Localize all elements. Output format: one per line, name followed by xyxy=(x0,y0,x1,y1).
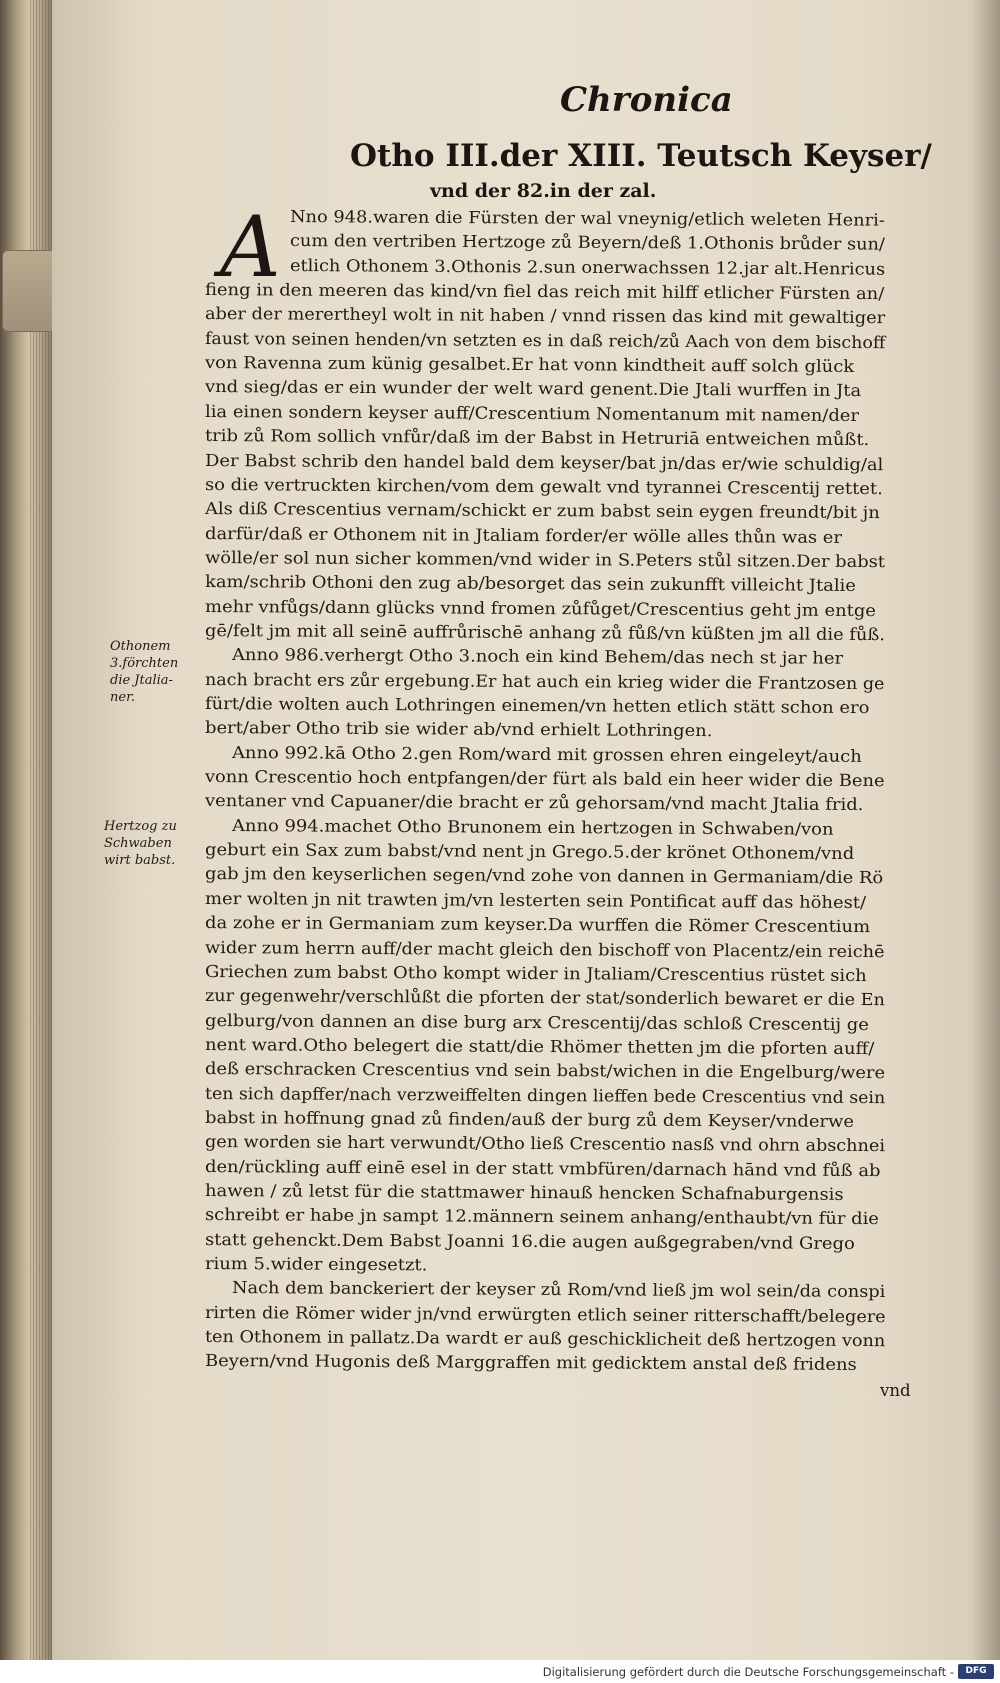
chapter-subtitle: vnd der 82.in der zal. xyxy=(430,180,657,202)
text-line: aber der merertheyl wolt in nit haben / vnnd rissen das kind mit gewaltiger xyxy=(204,304,886,328)
text-line: babst in hoffnung gnad zů finden/auß der burg zů dem Keyser/vnderwe xyxy=(204,1107,855,1131)
footer-credit: Digitalisierung gefördert durch die Deutsche Forschungsgemeinschaft - xyxy=(542,1665,954,1679)
text-line: faust von seinen henden/vn setzten es in daß reich/zů Aach von dem bischoff xyxy=(204,328,886,352)
text-line: von Ravenna zum künig gesalbet.Er hat vonn kindtheit auff solch glück xyxy=(204,353,855,377)
text-line: hawen / zů letst für die stattmawer hinauß hencken Schafnaburgensis xyxy=(204,1181,844,1204)
text-line: gē/felt jm mit all seinē auffrůrischē anhang zů fůß/vn küßten jm all die fůß. xyxy=(204,620,886,645)
page-gutter-shadow xyxy=(970,0,1000,1660)
text-line: rium 5.wider eingesetzt. xyxy=(204,1254,428,1275)
text-line: nent ward.Otho belegert die statt/die Rhömer thetten jm die pforten auff/ xyxy=(204,1034,875,1058)
text-line: lia einen sondern keyser auff/Crescentium Nomentanum mit namen/der xyxy=(204,401,860,425)
text-line: deß erschracken Crescentius vnd sein babst/wichen in die Engelburg/were xyxy=(204,1059,886,1083)
text-line: Der Babst schrib den handel bald dem keyser/bat jn/das er/wie schuldig/al xyxy=(204,450,884,474)
text-line: wider zum herrn auff/der macht gleich den bischoff von Placentz/ein reichē xyxy=(204,937,885,961)
text-line: Anno 986.verhergt Otho 3.noch ein kind Behem/das nech st jar her xyxy=(231,645,844,669)
text-line: gab jm den keyserlichen segen/vnd zohe von dannen in Germaniam/die Rö xyxy=(204,864,884,888)
text-line: zur gegenwehr/verschlůßt die pforten der stat/sonderlich bewaret er die En xyxy=(204,986,885,1010)
text-line: ten Othonem in pallatz.Da wardt er auß geschicklicheit deß hertzogen vonn xyxy=(204,1327,886,1351)
text-line: ventaner vnd Capuaner/die bracht er zů gehorsam/vnd macht Jtalia frid. xyxy=(204,791,864,815)
text-line: fürt/die wolten auch Lothringen einemen/vn hetten etlich stätt schon ero xyxy=(204,694,870,718)
text-line: rirten die Römer wider jn/vnd erwürgten etlich seiner ritterschafft/belegere xyxy=(204,1302,886,1326)
text-line: fieng in den meeren das kind/vn fiel das reich mit hilff etlicher Fürsten an/ xyxy=(204,280,885,304)
text-line: schreibt er habe jn sampt 12.männern seinem anhang/enthaubt/vn für die xyxy=(204,1205,880,1229)
text-line: Nach dem banckeriert der keyser zů Rom/vnd ließ jm wol sein/da conspi xyxy=(231,1278,886,1302)
text-line: Als diß Crescentius vernam/schickt er zum babst sein eygen freundt/bit jn xyxy=(204,499,880,523)
text-line: gelburg/von dannen an dise burg arx Crescentij/das schloß Crescentij ge xyxy=(204,1010,869,1034)
text-line: mer wolten jn nit trawten jm/vn lesterten sein Pontificat auff das höhest/ xyxy=(204,888,867,912)
text-line: Anno 994.machet Otho Brunonem ein hertzogen in Schwaben/von xyxy=(231,815,834,839)
text-line: wölle/er sol nun sicher kommen/vnd wider in S.Peters stůl sitzen.Der babst xyxy=(204,547,886,572)
text-line: geburt ein Sax zum babst/vnd nent jn Grego.5.der krönet Othonem/vnd xyxy=(204,840,855,864)
dfg-logo-icon: DFG xyxy=(958,1664,994,1679)
text-line: etlich Othonem 3.Othonis 2.sun onerwachssen 12.jar alt.Henricus xyxy=(289,255,886,279)
text-line: ten sich dapffer/nach verzweiffelten dingen lieffen bede Crescentius vnd sein xyxy=(204,1083,886,1107)
text-line: gen worden sie hart verwundt/Otho ließ Crescentio nasß vnd ohrn abschnei xyxy=(204,1132,886,1156)
text-line: nach bracht ers zůr ergebung.Er hat auch ein krieg wider die Frantzosen ge xyxy=(204,669,885,693)
page-edges xyxy=(30,0,52,1660)
text-line: kam/schrib Othoni den zug ab/besorget das sein zukunfft villeicht Jtalie xyxy=(204,572,857,596)
text-line: Beyern/vnd Hugonis deß Marggraffen mit gedicktem anstal deß fridens xyxy=(204,1351,857,1375)
marginal-note: Hertzog zu Schwaben wirt babst. xyxy=(104,819,177,868)
text-line: Anno 992.kā Otho 2.gen Rom/ward mit grossen ehren eingeleyt/auch xyxy=(231,742,862,766)
text-line: da zohe er in Germaniam zum keyser.Da wurffen die Römer Crescentium xyxy=(204,913,871,937)
text-line: vonn Crescentio hoch entpfangen/der fürt als bald ein heer wider die Bene xyxy=(204,767,885,791)
text-line: vnd sieg/das er ein wunder der welt ward genent.Die Jtali wurffen in Jta xyxy=(204,377,862,401)
text-line: den/rückling auff einē esel in der statt vmbfüren/darnach hānd vnd fůß ab xyxy=(204,1156,881,1180)
marginal-note: Othonem 3.förchten die Jtalia- ner. xyxy=(110,639,179,705)
text-line: bert/aber Otho trib sie wider ab/vnd erhielt Lothringen. xyxy=(204,718,713,741)
chapter-title: Otho III.der XIII. Teutsch Keyser/ xyxy=(350,138,932,174)
text-line: Griechen zum babst Otho kompt wider in Jtaliam/Crescentius rüstet sich xyxy=(204,961,867,985)
text-line: trib zů Rom sollich vnfůr/daß im der Babst in Hetruriā entweichen můßt. xyxy=(204,426,870,450)
text-line: statt gehenckt.Dem Babst Joanni 16.die augen außgegraben/vnd Grego xyxy=(204,1229,855,1253)
text-line: darfür/daß er Othonem nit in Jtaliam forder/er wölle alles thůn was er xyxy=(204,523,843,547)
drop-capital: A xyxy=(220,198,281,296)
text-line: Nno 948.waren die Fürsten der wal vneynig/etlich weleten Henri- xyxy=(289,207,885,230)
catchword: vnd xyxy=(880,1381,911,1400)
text-line: cum den vertriben Hertzoge zů Beyern/deß 1.Othonis brůder sun/ xyxy=(289,231,886,254)
text-line: so die vertruckten kirchen/vom dem gewalt vnd tyrannei Crescentij rettet. xyxy=(204,474,883,498)
running-headline: Chronica xyxy=(560,80,733,120)
text-line: mehr vnfůgs/dann glücks vnnd fromen zůfůget/Crescentius geht jm entge xyxy=(204,596,876,620)
